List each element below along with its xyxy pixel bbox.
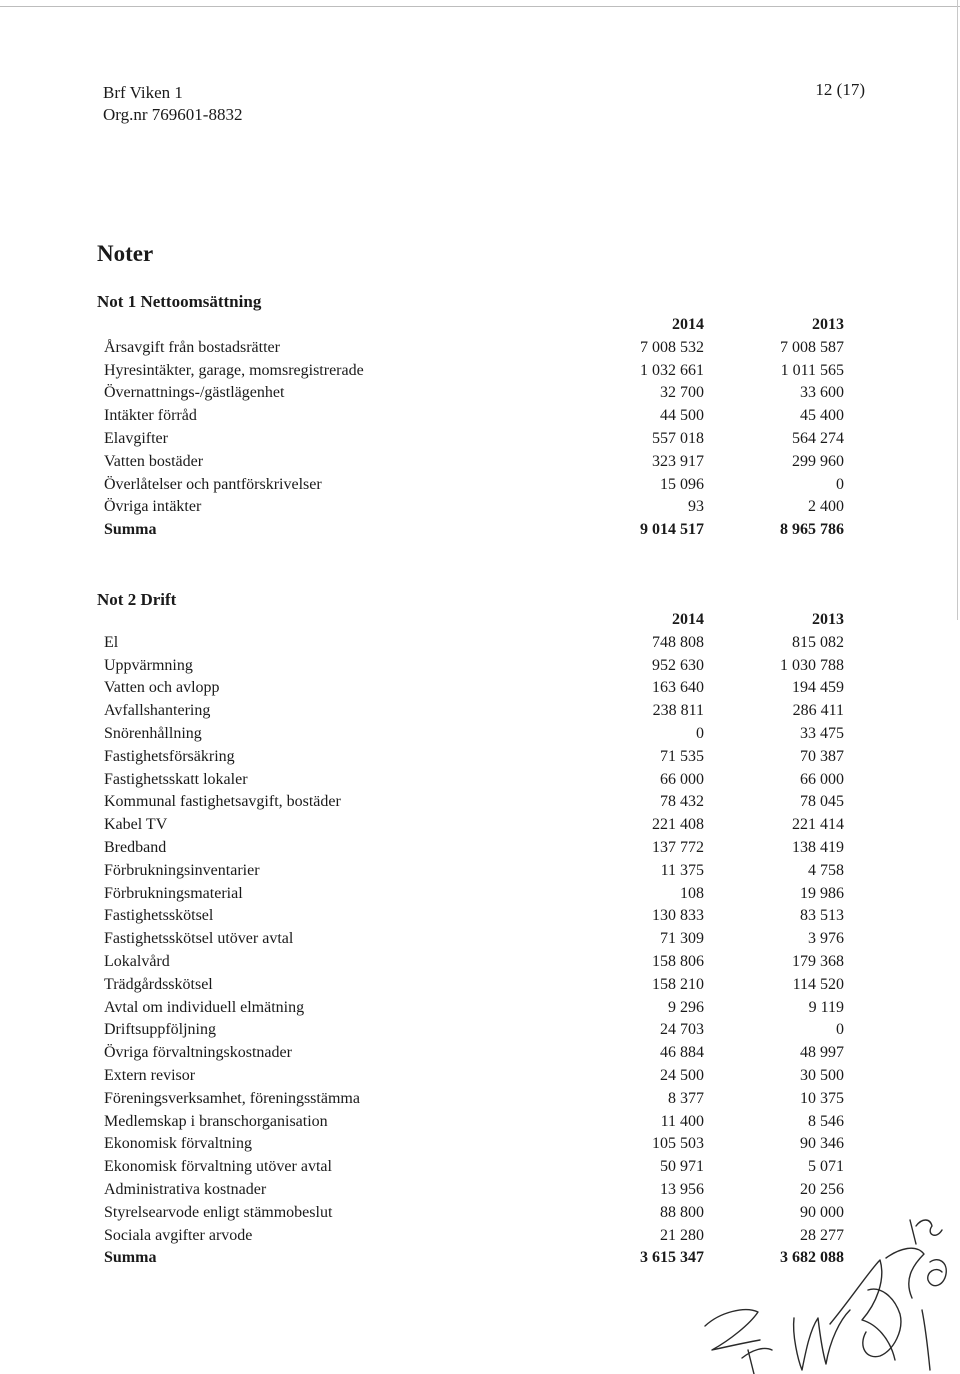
value-2014: 24 703 — [660, 1021, 704, 1039]
value-2013: 4 758 — [808, 861, 844, 879]
value-2013: 286 411 — [792, 702, 844, 720]
table-row — [104, 928, 844, 951]
row-label: Avfallshantering — [104, 702, 211, 720]
value-2013: 1 030 788 — [780, 656, 844, 674]
value-2013: 19 986 — [800, 884, 844, 902]
value-2014: 15 096 — [660, 475, 704, 493]
value-2013: 28 277 — [800, 1226, 844, 1244]
table-row — [104, 860, 844, 883]
value-2013: 114 520 — [792, 975, 844, 993]
value-2014: 93 — [688, 498, 704, 516]
value-2013: 5 071 — [808, 1158, 844, 1176]
value-2013: 70 387 — [800, 747, 844, 765]
row-label: Övernattnings-/gästlägenhet — [104, 384, 285, 402]
value-2013: 33 600 — [800, 384, 844, 402]
row-label: Ekonomisk förvaltning utöver avtal — [104, 1158, 332, 1176]
row-label: Föreningsverksamhet, föreningsstämma — [104, 1089, 360, 1107]
table-row — [104, 1019, 844, 1042]
value-2014: 221 408 — [652, 816, 704, 834]
value-2013: 1 011 565 — [780, 361, 844, 379]
value-2013: 299 960 — [792, 452, 844, 470]
table-row — [104, 1065, 844, 1088]
table-row — [104, 837, 844, 860]
value-2014: 105 503 — [652, 1135, 704, 1153]
value-2013: 7 008 587 — [780, 338, 844, 356]
row-label: Överlåtelser och pantförskrivelser — [104, 475, 322, 493]
row-label: Vatten och avlopp — [104, 679, 220, 697]
table-row — [104, 1179, 844, 1202]
organization-number: Org.nr 769601-8832 — [103, 105, 243, 124]
table-row — [104, 769, 844, 792]
column-2013-header: 2013 — [812, 611, 844, 628]
value-2013: 0 — [836, 1021, 844, 1039]
table-row — [104, 791, 844, 814]
row-label: Bredband — [104, 838, 167, 856]
value-2014: 557 018 — [652, 429, 704, 447]
value-2014: 158 210 — [652, 975, 704, 993]
value-2014: 130 833 — [652, 907, 704, 925]
value-2013: 0 — [836, 475, 844, 493]
table-row — [104, 814, 844, 837]
value-2014: 46 884 — [660, 1044, 704, 1062]
note1-title: Not 1 Nettoomsättning — [97, 292, 262, 311]
table-row — [104, 1042, 844, 1065]
note2-column-header — [104, 609, 844, 632]
value-2014: 9 296 — [668, 998, 704, 1016]
table-row — [104, 382, 844, 405]
row-label: El — [104, 633, 119, 651]
value-2014: 11 400 — [660, 1112, 704, 1130]
sum-label: Summa — [104, 521, 157, 539]
row-label: Övriga intäkter — [104, 498, 202, 516]
sum-value-2014: 9 014 517 — [640, 521, 704, 539]
handwritten-signature — [690, 1200, 960, 1374]
row-label: Fastighetsskötsel utöver avtal — [104, 930, 294, 948]
value-2014: 163 640 — [652, 679, 704, 697]
row-label: Ekonomisk förvaltning — [104, 1135, 252, 1153]
scan-edge-line-right — [957, 0, 958, 620]
column-2014-header: 2014 — [672, 611, 704, 628]
row-label: Kommunal fastighetsavgift, bostäder — [104, 793, 341, 811]
row-label: Administrativa kostnader — [104, 1180, 267, 1198]
value-2014: 21 280 — [660, 1226, 704, 1244]
table-row — [104, 1156, 844, 1179]
table-row — [104, 360, 844, 383]
value-2013: 66 000 — [800, 770, 844, 788]
value-2014: 78 432 — [660, 793, 704, 811]
value-2014: 0 — [696, 724, 704, 742]
row-label: Fastighetsskötsel — [104, 907, 214, 925]
value-2014: 32 700 — [660, 384, 704, 402]
value-2014: 323 917 — [652, 452, 704, 470]
document-header — [103, 82, 242, 126]
value-2013: 2 400 — [808, 498, 844, 516]
row-label: Extern revisor — [104, 1066, 196, 1084]
row-label: Övriga förvaltningskostnader — [104, 1044, 292, 1062]
table-row — [104, 951, 844, 974]
row-label: Uppvärmning — [104, 656, 193, 674]
section-title: Noter — [97, 241, 154, 266]
value-2014: 71 535 — [660, 747, 704, 765]
table-row — [104, 1111, 844, 1134]
sum-value-2014: 3 615 347 — [640, 1249, 704, 1267]
value-2013: 10 375 — [800, 1089, 844, 1107]
table-row — [104, 905, 844, 928]
value-2014: 50 971 — [660, 1158, 704, 1176]
value-2013: 179 368 — [792, 952, 844, 970]
table-row — [104, 405, 844, 428]
table-row — [104, 997, 844, 1020]
value-2013: 83 513 — [800, 907, 844, 925]
value-2014: 108 — [680, 884, 704, 902]
value-2014: 748 808 — [652, 633, 704, 651]
row-label: Hyresintäkter, garage, momsregistrerade — [104, 361, 364, 379]
row-label: Förbrukningsinventarier — [104, 861, 260, 879]
table-row — [104, 974, 844, 997]
row-label: Elavgifter — [104, 429, 168, 447]
value-2013: 815 082 — [792, 633, 844, 651]
scan-edge-line — [0, 6, 960, 7]
table-row — [104, 655, 844, 678]
row-label: Fastighetsförsäkring — [104, 747, 235, 765]
row-label: Fastighetsskatt lokaler — [104, 770, 248, 788]
table-row — [104, 1133, 844, 1156]
table-row — [104, 883, 844, 906]
sum-value-2013: 8 965 786 — [780, 521, 844, 539]
page-number: 12 (17) — [815, 80, 865, 99]
value-2014: 13 956 — [660, 1180, 704, 1198]
row-label: Trädgårdsskötsel — [104, 975, 213, 993]
table-row — [104, 337, 844, 360]
row-label: Intäkter förråd — [104, 407, 197, 425]
value-2014: 88 800 — [660, 1203, 704, 1221]
table-row — [104, 632, 844, 655]
row-label: Kabel TV — [104, 816, 168, 834]
value-2014: 7 008 532 — [640, 338, 704, 356]
value-2014: 71 309 — [660, 930, 704, 948]
row-label: Sociala avgifter arvode — [104, 1226, 253, 1244]
value-2013: 564 274 — [792, 429, 844, 447]
note2-title: Not 2 Drift — [97, 590, 177, 609]
value-2013: 90 000 — [800, 1203, 844, 1221]
value-2014: 66 000 — [660, 770, 704, 788]
value-2013: 90 346 — [800, 1135, 844, 1153]
value-2013: 138 419 — [792, 838, 844, 856]
value-2013: 30 500 — [800, 1066, 844, 1084]
value-2014: 11 375 — [660, 861, 704, 879]
row-label: Vatten bostäder — [104, 452, 204, 470]
table-row — [104, 677, 844, 700]
row-label: Styrelsearvode enligt stämmobeslut — [104, 1203, 333, 1221]
value-2014: 952 630 — [652, 656, 704, 674]
value-2013: 45 400 — [800, 407, 844, 425]
row-label: Förbrukningsmaterial — [104, 884, 243, 902]
row-label: Lokalvård — [104, 952, 170, 970]
row-label: Snörenhållning — [104, 724, 202, 742]
row-label: Driftsuppföljning — [104, 1021, 216, 1039]
table-row — [104, 451, 844, 474]
value-2013: 20 256 — [800, 1180, 844, 1198]
value-2013: 78 045 — [800, 793, 844, 811]
column-2014-header: 2014 — [672, 316, 704, 333]
table-row — [104, 474, 844, 497]
value-2014: 238 811 — [652, 702, 704, 720]
sum-label: Summa — [104, 1249, 157, 1267]
organization-name: Brf Viken 1 — [103, 83, 183, 102]
table-row — [104, 496, 844, 519]
note1-column-header — [104, 314, 844, 337]
value-2013: 9 119 — [808, 998, 844, 1016]
sum-row — [104, 519, 844, 542]
row-label: Årsavgift från bostadsrätter — [104, 338, 280, 356]
table-row — [104, 700, 844, 723]
value-2014: 137 772 — [652, 838, 704, 856]
value-2013: 3 976 — [808, 930, 844, 948]
value-2013: 221 414 — [792, 816, 844, 834]
value-2014: 158 806 — [652, 952, 704, 970]
value-2013: 48 997 — [800, 1044, 844, 1062]
note2-table — [104, 609, 844, 1270]
value-2013: 194 459 — [792, 679, 844, 697]
row-label: Medlemskap i branschorganisation — [104, 1112, 328, 1130]
table-row — [104, 1088, 844, 1111]
value-2014: 8 377 — [668, 1089, 704, 1107]
table-row — [104, 746, 844, 769]
sum-value-2013: 3 682 088 — [780, 1249, 844, 1267]
value-2014: 44 500 — [660, 407, 704, 425]
column-2013-header: 2013 — [812, 316, 844, 333]
value-2013: 33 475 — [800, 724, 844, 742]
table-row — [104, 723, 844, 746]
value-2014: 24 500 — [660, 1066, 704, 1084]
value-2013: 8 546 — [808, 1112, 844, 1130]
row-label: Avtal om individuell elmätning — [104, 998, 305, 1016]
note1-table — [104, 314, 844, 542]
table-row — [104, 428, 844, 451]
value-2014: 1 032 661 — [640, 361, 704, 379]
